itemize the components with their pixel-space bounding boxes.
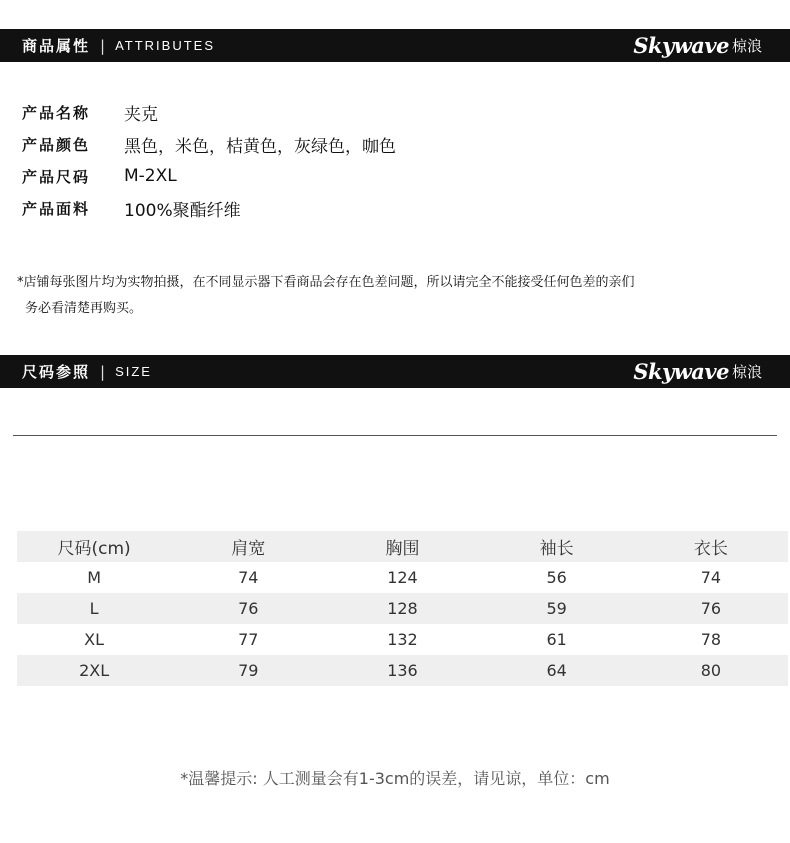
table-row	[17, 655, 788, 686]
attribute-row-name	[22, 96, 396, 128]
attribute-value: 黑色，米色，桔黄色，灰绿色，咖色	[124, 136, 396, 157]
notice-line-2: 务必看清楚再购买。	[25, 301, 143, 316]
size-title-en: SIZE	[115, 364, 152, 379]
table-cell: 78	[700, 630, 722, 649]
table-row	[17, 562, 788, 593]
table-row	[17, 593, 788, 624]
table-cell: 74	[238, 568, 259, 587]
attribute-key: 产品名称	[22, 103, 91, 122]
brand-logo	[633, 355, 762, 388]
table-header-row	[17, 531, 788, 562]
brand-logo-en: Skywave	[633, 33, 729, 58]
size-table	[17, 531, 788, 686]
column-header-sleeve: 袖长	[539, 539, 574, 559]
attribute-row-size	[22, 160, 396, 192]
column-header-shoulder: 肩宽	[231, 539, 266, 559]
table-cell: L	[89, 599, 99, 618]
attribute-value: 100%聚酯纤维	[124, 200, 241, 221]
table-cell: 61	[546, 630, 567, 649]
table-cell: 76	[238, 599, 259, 618]
column-header-size: 尺码(cm)	[57, 539, 131, 559]
table-cell: 80	[700, 661, 722, 680]
table-cell: 79	[238, 661, 259, 680]
table-cell: 128	[387, 599, 418, 618]
table-cell: 56	[546, 568, 567, 587]
measurement-footnote: *温馨提示: 人工测量会有1-3cm的误差，请见谅，单位：cm	[180, 769, 610, 788]
table-cell: XL	[84, 630, 105, 649]
attribute-value: 夹克	[124, 104, 158, 125]
notice-line-1: *店铺每张图片均为实物拍摄，在不同显示器下看商品会存在色差问题，所以请完全不能接受任何色差的亲们	[17, 275, 635, 290]
attributes-title-cn: 商品属性	[22, 37, 91, 55]
table-cell: 124	[387, 568, 418, 587]
column-header-chest: 胸围	[385, 539, 420, 559]
attributes-header-bar	[0, 29, 790, 62]
color-difference-notice	[17, 270, 737, 322]
table-cell: M	[87, 568, 101, 587]
attribute-value: M-2XL	[124, 166, 177, 186]
attribute-row-fabric	[22, 192, 396, 224]
table-cell: 136	[387, 661, 418, 680]
table-cell: 59	[546, 599, 567, 618]
attribute-key: 产品尺码	[22, 167, 91, 186]
attribute-key: 产品颜色	[22, 135, 91, 154]
attribute-key: 产品面料	[22, 199, 91, 218]
section-divider	[13, 435, 777, 436]
brand-logo-cn: 椋浪	[731, 37, 762, 55]
brand-logo	[633, 29, 762, 62]
table-cell: 132	[387, 630, 418, 649]
attributes-list	[22, 96, 396, 224]
size-header-bar	[0, 355, 790, 388]
table-row	[17, 624, 788, 655]
table-cell: 64	[546, 661, 567, 680]
table-cell: 76	[700, 599, 722, 618]
size-separator: |	[100, 362, 106, 381]
attributes-separator: |	[100, 36, 106, 55]
size-title-cn: 尺码参照	[22, 363, 91, 381]
attribute-row-color	[22, 128, 396, 160]
table-cell: 77	[238, 630, 259, 649]
brand-logo-en: Skywave	[633, 359, 729, 384]
brand-logo-cn: 椋浪	[731, 363, 762, 381]
attributes-title-en: ATTRIBUTES	[115, 38, 216, 53]
table-cell: 74	[700, 568, 722, 587]
table-cell: 2XL	[79, 661, 110, 680]
column-header-length: 衣长	[693, 539, 728, 559]
